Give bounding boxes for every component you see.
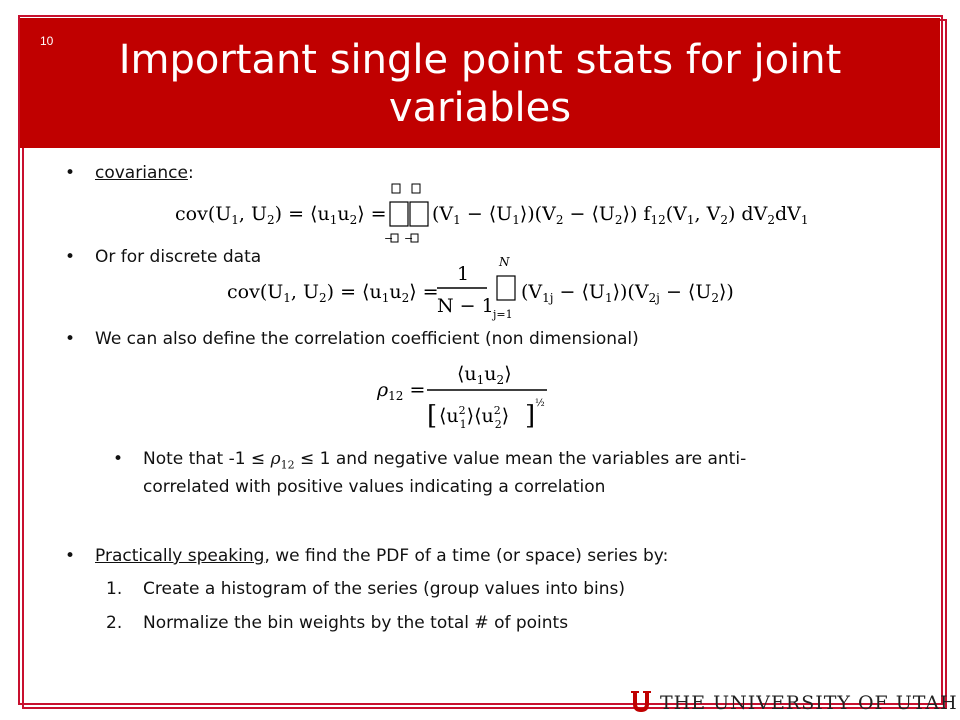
- bullet-practical: [65, 545, 669, 567]
- svg-text:(V1 − ⟨U1⟩)(V2 − ⟨U2⟩) f12(V1,: ($V_1$ − $⟨U_1⟩)(V_2$ − $⟨U_2⟩$) $f_{12}(V_1$, $V_2$) $dV_2dV_1$: [432, 203, 809, 227]
- svg-text:[: [: [427, 401, 438, 431]
- note-prefix: Note that -1 ≤: [143, 449, 271, 469]
- note-suffix: ≤ 1 and negative value mean the variables are anti-: [294, 449, 747, 469]
- svg-text:−: −: [404, 232, 414, 245]
- bullet-correlation: [65, 328, 639, 350]
- discrete-text: Or for discrete data: [95, 247, 262, 267]
- bullet-dot: •: [65, 247, 76, 267]
- svg-text:cov(U1, U2) = ⟨u1u2⟩ =: $cov(U_1$, $U_2$) = $⟨u_1u_2⟩$ =: [175, 203, 387, 227]
- bullet-dot: •: [65, 163, 76, 183]
- svg-text:⟨u21⟩⟨u22⟩: $⟨u^2$ $1⟩⟨u^2$ 2⟩: [439, 404, 510, 431]
- correlation-coefficient-equation: [375, 350, 575, 440]
- svg-text:ρ12 =: $\rho_{12}$ =: [377, 379, 426, 403]
- note-rho-subscript: 12: [280, 458, 295, 472]
- svg-text:]: ]: [525, 401, 536, 431]
- covariance-discrete-equation: [225, 252, 745, 324]
- covariance-colon: :: [187, 163, 194, 183]
- slide-title: Important single point stats for joint variables: [118, 37, 842, 131]
- note-line-2: correlated with positive values indicating a correlation: [143, 477, 606, 497]
- note-rho-symbol: ρ: [270, 449, 281, 469]
- svg-text:cov(U1, U2) = ⟨u1u2⟩ =: $cov(U_1$, $U_2$) = $⟨u_1u_2⟩$ =: [227, 281, 439, 305]
- svg-text:N: N: [499, 255, 510, 269]
- svg-text:1: 1: [457, 263, 470, 285]
- bullet-dot: •: [65, 546, 76, 566]
- practical-rest: , we find the PDF of a time (or space) series by:: [264, 546, 669, 566]
- svg-text:N − 1: N − 1: [437, 295, 494, 317]
- block-u-icon: [630, 690, 652, 714]
- step-text-1: Create a histogram of the series (group values into bins): [143, 579, 625, 599]
- svg-text:−: −: [384, 232, 394, 245]
- svg-text:½: ½: [535, 398, 545, 409]
- bullet-dot: •: [65, 329, 76, 349]
- bullet-note: [113, 448, 843, 476]
- covariance-label: covariance: [95, 163, 188, 183]
- svg-text:(V1j − ⟨U1⟩)(V2j − ⟨U2⟩): ($V_{1j}$ − $⟨U_1⟩)(V_{2j}$ − $⟨U_2⟩$): [521, 281, 734, 305]
- covariance-integral-equation: [170, 180, 809, 248]
- bullet-dot: •: [113, 449, 124, 469]
- slide-number: 10: [40, 34, 54, 48]
- university-name: THE UNIVERSITY OF UTAH: [660, 692, 958, 714]
- step-number-1: 1.: [106, 579, 123, 599]
- step-number-2: 2.: [106, 613, 123, 633]
- svg-text:j=1: j=1: [493, 308, 513, 321]
- correlation-text: We can also define the correlation coefficient (non dimensional): [95, 329, 639, 349]
- step-text-2: Normalize the bin weights by the total # of points: [143, 613, 569, 633]
- svg-text:⟨u1u2⟩: $⟨u_1u_2⟩$: [457, 363, 512, 387]
- practical-label: Practically speaking: [95, 546, 265, 566]
